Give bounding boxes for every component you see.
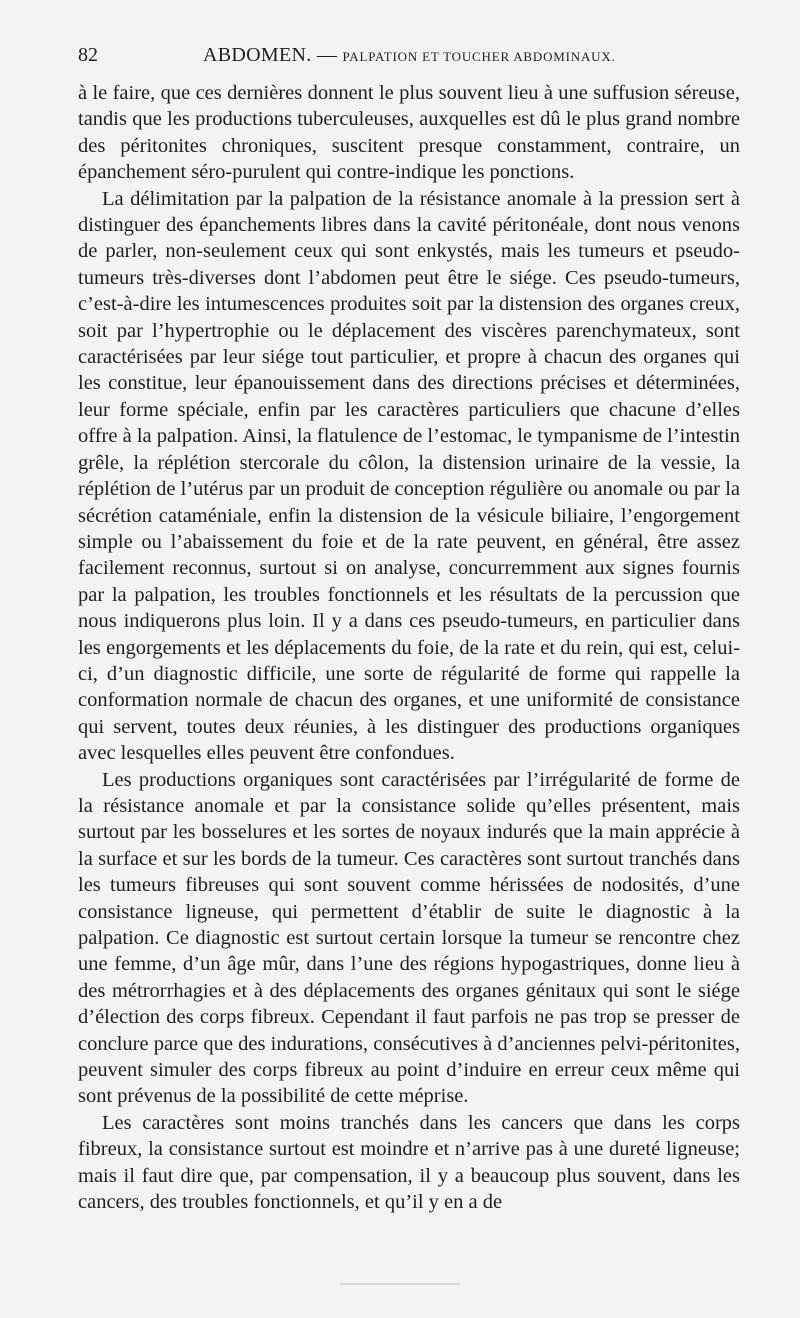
page-number: 82 xyxy=(78,44,98,66)
running-title xyxy=(203,44,616,67)
running-header xyxy=(78,40,758,70)
paragraph-continuation: à le faire, que ces dernières donnent le plus souvent lieu à une suffusion séreuse, tandis que les productions tuberculeuses, auxquelles est dû le plus grand nombre des péritonites chroniques, suscitent presque constamment, contraire, un épanchement séro-purulent qui contre-indique les ponctions. xyxy=(78,82,740,184)
paragraph-cancers: Les caractères sont moins tranchés dans les cancers que dans les corps fibreux, la consistance surtout est moindre et n’arrive pas à une dureté ligneuse; mais il faut dire que, par compensation, il y a beaucoup plus souvent, dans les cancers, des troubles fonctionnels, et qu’il y en a de xyxy=(78,1111,740,1214)
paragraph-productions-organiques: Les productions organiques sont caractérisées par l’irrégularité de forme de la résistance anomale et par la consistance solide qu’elles présentent, mais surtout par les bosselures et les sortes de noyaux indurés que la main apprécie à la surface et sur les bords de la tumeur. Ces caractères sont surtout tranchés dans les tumeurs fibreuses qui sont souvent comme hérissées de nodosités, d’une consistance ligneuse, qui permettent d’établir de suite le diagnostic à la palpation. Ce diagnostic est surtout certain lorsque la tumeur se rencontre chez une femme, d’un âge mûr, dans l’une des régions hypogastriques, donne lieu à des métrorrhagies et à des déplacements des organes génitaux qui sont le siége d’élection des corps fibreux. Cependant il faut parfois ne pas trop se presser de conclure parce que des indurations, consécutives à d’anciennes pelvi-péritonites, peuvent simuler des corps fibreux au point d’induire en erreur ceux même qui sont prévenus de la possibilité de cette méprise. xyxy=(78,768,740,1108)
bottom-smudge xyxy=(340,1283,460,1285)
chapter-title: ABDOMEN. xyxy=(203,44,312,66)
title-separator: — xyxy=(316,44,338,66)
paragraph-delimitation: La délimitation par la palpation de la résistance anomale à la pression sert à distinguer des épanchements libres dans la cavité péritonéale, dont nous venons de parler, non-seulement ceux qui sont enkystés, mais les tumeurs et pseudo-tumeurs très-diverses dont l’abdomen peut être le siége. Ces pseudo-tumeurs, c’est-à-dire les intumescences produites soit par la distension des organes creux, soit par l’hypertrophie ou le déplacement des viscères parenchymateux, sont caractérisées par leur siége tout particulier, et propre à chacun des organes qui les constitue, leur épanouissement dans des directions précises et déterminées, leur forme spéciale, enfin par les caractères particuliers que chacune d’elles offre à la palpation. Ainsi, la flatulence de l’estomac, le tympanisme de l’intestin grêle, la réplétion stercorale du côlon, la distension urinaire de la vessie, la réplétion de l’utérus par un produit de conception régulière ou anomale ou par la sécrétion cataméniale, enfin la distension de la vésicule biliaire, l’engorgement simple ou l’abaissement du foie et de la rate peuvent, en général, être assez facilement reconnus, surtout si on analyse, concurremment aux signes fournis par la palpation, les troubles fonctionnels et les résultats de la percussion que nous indiquerons plus loin. Il y a dans ces pseudo-tumeurs, en particulier dans les engorgements et les déplacements du foie, de la rate et du rein, qui est, celui-ci, d’un diagnostic difficile, une sorte de régularité de forme qui rappelle la conformation normale de chacun des organes, et une uniformité de consistance qui servent, toutes deux réunies, à les distinguer des productions organiques avec lesquelles elles peuvent être confondues. xyxy=(78,187,740,765)
body-text xyxy=(78,80,740,1215)
section-subtitle: PALPATION ET TOUCHER ABDOMINAUX. xyxy=(342,49,616,64)
